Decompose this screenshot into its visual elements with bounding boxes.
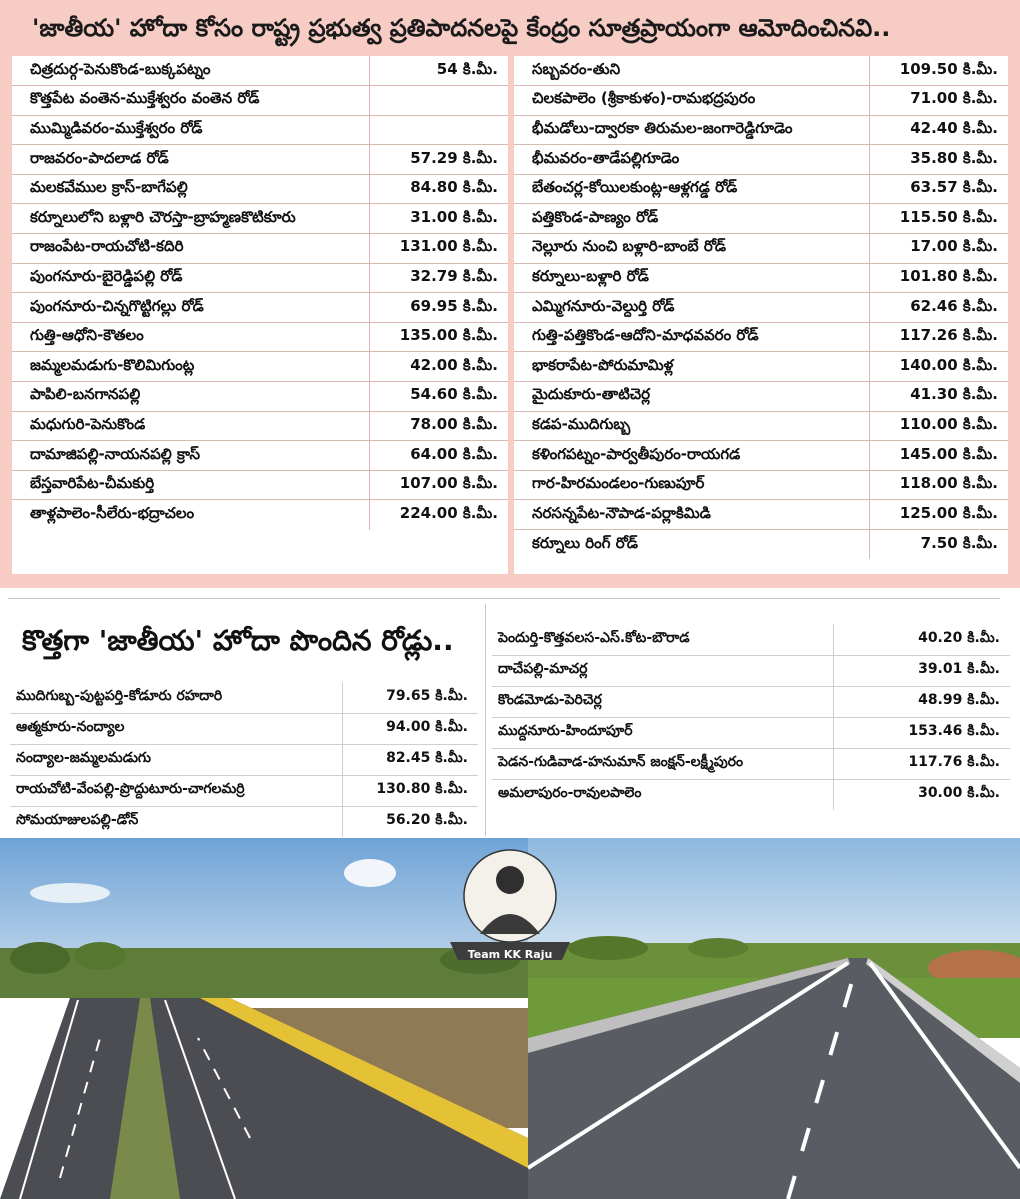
road-name: తాళ్లపాలెం-సీలేరు-భద్రాచలం [30,503,195,522]
road-distance: 82.45 కి.మీ. [342,744,478,775]
road-distance: 69.95 కి.మీ. [369,293,508,323]
road-name: ముదిగుబ్బ-పుట్టపర్తి-కోడూరు రహదారి [10,682,342,713]
proposed-road-row [514,500,1008,530]
road-name: అమలాపురం-రావులపాలెం [498,785,642,802]
proposed-road-row [514,86,1008,116]
road-name: గార-హిరమండలం-గుణుపూర్ [514,470,870,500]
new-national-roads-title: కొత్తగా 'జాతీయ' హోదా పొందిన రోడ్లు.. [22,624,454,657]
road-distance: 30.00 కి.మీ. [834,779,1010,810]
proposed-road-row [12,174,508,204]
road-distance: 110.00 కి.మీ. [870,411,1008,441]
road-name: మలకవేముల క్రాస్-బాగేపల్లి [12,174,369,204]
road-name: కర్నూలులోని బళ్లారి చౌరస్తా-బ్రాహ్మణకొటికూరు [12,204,369,234]
road-distance: 140.00 కి.మీ. [870,352,1008,382]
road-name: రాజవరం-పాదలాడ రోడ్ [12,145,369,175]
road-distance: 78.00 కి.మీ. [369,411,508,441]
new-roads-table-left [10,682,478,837]
road-name: నెల్లూరు నుంచి బళ్లారి-బాంబే రోడ్ [514,234,870,264]
road-distance [369,115,508,145]
road-distance: 79.65 కి.మీ. [342,682,478,713]
road-name: రాజంపేట-రాయచోటి-కదిరి [12,234,369,264]
road-name: మైదుకూరు-తాటిచెర్ల [514,382,870,412]
proposed-road-row [12,293,508,323]
proposed-road-row [514,145,1008,175]
proposed-road-row [514,115,1008,145]
road-distance: 107.00 కి.మీ. [369,470,508,500]
proposed-road-row [514,530,1008,560]
road-name: బేతంచర్ల-కోయిలకుంట్ల-ఆళ్లగడ్డ రోడ్ [514,174,870,204]
road-distance: 35.80 కి.మీ. [870,145,1008,175]
road-distance: 17.00 కి.మీ. [870,234,1008,264]
new-road-row [10,682,478,713]
proposed-road-row [12,204,508,234]
proposed-road-row [12,263,508,293]
road-name: పుంగనూరు-బైరెడ్డిపల్లి రోడ్ [12,263,369,293]
road-name: చిత్రదుర్గ-పెనుకొండ-బుక్కపట్నం [12,56,369,86]
road-distance: 84.80 కి.మీ. [369,174,508,204]
proposed-road-row [12,441,508,471]
road-name: బేస్తవారిపేట-చీమకుర్తి [12,470,369,500]
road-distance: 42.00 కి.మీ. [369,352,508,382]
road-name: గుత్తి-ఆధోని-కౌతలం [12,322,369,352]
road-distance: 224.00 కి.మీ. [369,500,508,530]
new-road-row [10,744,478,775]
new-road-row [10,806,478,837]
road-distance: 94.00 కి.మీ. [342,713,478,744]
road-distance: 54 కి.మీ. [369,56,508,86]
road-distance: 131.00 కి.మీ. [369,234,508,264]
road-name: ఆత్మకూరు-నంద్యాల [10,713,342,744]
proposed-road-row [12,86,508,116]
proposed-roads-panel [0,0,1020,588]
proposed-road-row [12,382,508,412]
new-road-row [492,779,1010,810]
road-distance: 118.00 కి.మీ. [870,470,1008,500]
proposed-road-row [514,293,1008,323]
road-name: నంద్యాల-జమ్మలమడుగు [10,744,342,775]
road-distance: 31.00 కి.మీ. [369,204,508,234]
road-distance: 101.80 కి.మీ. [870,263,1008,293]
road-distance: 109.50 కి.మీ. [870,56,1008,86]
proposed-road-row [514,322,1008,352]
road-distance: 117.76 కి.మీ. [834,748,1010,779]
road-distance: 54.60 కి.మీ. [369,382,508,412]
new-road-row [10,775,478,806]
new-national-roads-panel [0,588,1020,838]
road-name: పెడన-గుడివాడ-హనుమాన్ జంక్షన్-లక్ష్మీపురం [492,748,834,779]
proposed-road-row [12,322,508,352]
proposed-roads-table-left [12,56,508,574]
road-distance: 117.26 కి.మీ. [870,322,1008,352]
proposed-road-row [514,204,1008,234]
road-name: భీమవరం-తాడేపల్లిగూడెం [514,145,870,175]
road-distance: 153.46 కి.మీ. [834,717,1010,748]
road-distance: 32.79 కి.మీ. [369,263,508,293]
proposed-road-row [12,470,508,500]
road-name: భీమడోలు-ద్వారకా తిరుమల-జంగారెడ్డిగూడెం [514,115,870,145]
road-name: ముద్దనూరు-హిందూపూర్ [492,717,834,748]
new-road-row [10,713,478,744]
road-name: కర్నూలు-బళ్లారి రోడ్ [514,263,870,293]
road-name: కొత్తపేట వంతెన-ముక్తేశ్వరం వంతెన రోడ్ [12,86,369,116]
road-name: ఎమ్మిగనూరు-వెల్దుర్తి రోడ్ [514,293,870,323]
road-name: సోమయాజులపల్లి-డోన్ [16,812,139,829]
road-distance: 7.50 కి.మీ. [870,530,1008,560]
road-name: మధుగురి-పెనుకొండ [12,411,369,441]
road-name: గుత్తి-పత్తికొండ-ఆదోని-మాధవవరం రోడ్ [514,322,870,352]
proposed-road-row [514,56,1008,86]
proposed-road-row [514,382,1008,412]
road-name: కొండమోడు-పెరిచెర్ల [492,686,834,717]
road-name: పత్తికొండ-పాణ్యం రోడ్ [514,204,870,234]
proposed-road-row [514,411,1008,441]
column-divider [485,604,486,836]
road-distance: 56.20 కి.మీ. [342,806,478,837]
road-name: సబ్బవరం-తుని [514,56,870,86]
road-distance: 57.29 కి.మీ. [369,145,508,175]
road-distance: 40.20 కి.మీ. [834,624,1010,655]
proposed-road-row [12,56,508,86]
road-distance: 145.00 కి.మీ. [870,441,1008,471]
road-name: నరసన్నపేట-నౌపాడ-పర్లాకిమిడి [514,500,870,530]
road-distance: 48.99 కి.మీ. [834,686,1010,717]
road-name: దామాజిపల్లి-నాయనపల్లి క్రాస్ [12,441,369,471]
new-road-row [492,686,1010,717]
road-name: పాపిలి-బనగానపల్లి [12,382,369,412]
proposed-roads-table-right [514,56,1008,574]
road-distance: 41.30 కి.మీ. [870,382,1008,412]
road-distance: 63.57 కి.మీ. [870,174,1008,204]
new-roads-table-right [492,624,1010,810]
road-distance: 115.50 కి.మీ. [870,204,1008,234]
road-distance: 135.00 కి.మీ. [369,322,508,352]
road-name: పెందుర్తి-కొత్తవలస-ఎస్.కోట-బౌరాడ [492,624,834,655]
road-distance: 64.00 కి.మీ. [369,441,508,471]
road-distance: 42.40 కి.మీ. [870,115,1008,145]
team-logo [440,838,580,978]
proposed-road-row [514,174,1008,204]
proposed-road-row [514,441,1008,471]
road-distance [369,86,508,116]
proposed-road-row [12,411,508,441]
road-distance: 62.46 కి.మీ. [870,293,1008,323]
proposed-road-row [12,145,508,175]
highway-photo-right [528,838,1020,1199]
road-distance: 125.00 కి.మీ. [870,500,1008,530]
road-name: చిలకపాలెం (శ్రీకాకుళం)-రామభద్రపురం [514,86,870,116]
new-road-row [492,624,1010,655]
proposed-road-row [514,234,1008,264]
road-name: భాకరాపేట-పోరుమామిళ్ల [514,352,870,382]
road-name: రాయచోటి-వేంపల్లి-ప్రొద్దుటూరు-చాగలమర్రి [10,775,342,806]
road-distance: 130.80 కి.మీ. [342,775,478,806]
new-road-row [492,655,1010,686]
road-name: ముమ్మిడివరం-ముక్తేశ్వరం రోడ్ [12,115,369,145]
proposed-road-row [514,263,1008,293]
road-distance: 71.00 కి.మీ. [870,86,1008,116]
road-name: పుంగనూరు-చిన్నగొట్టిగల్లు రోడ్ [12,293,369,323]
section-divider [8,598,1000,599]
road-name: దాచేపల్లి-మాచర్ల [492,655,834,686]
road-distance: 39.01 కి.మీ. [834,655,1010,686]
proposed-road-row [514,352,1008,382]
road-name: కర్నూలు రింగ్ రోడ్ [532,533,638,552]
proposed-road-row [12,234,508,264]
road-name: కడప-ముదిగుబ్బ [514,411,870,441]
proposed-road-row [12,500,508,530]
proposed-roads-title: 'జాతీయ' హోదా కోసం రాష్ట్ర ప్రభుత్వ ప్రతిపాదనలపై కేంద్రం సూత్రప్రాయంగా ఆమోదించినవి.. [32,14,891,42]
proposed-road-row [12,352,508,382]
new-road-row [492,748,1010,779]
new-road-row [492,717,1010,748]
team-logo-label: Team KK Raju [467,948,553,961]
proposed-road-row [514,470,1008,500]
proposed-road-row [12,115,508,145]
road-name: జమ్మలమడుగు-కొలిమిగుంట్ల [12,352,369,382]
road-name: కళింగపట్నం-పార్వతీపురం-రాయగడ [514,441,870,471]
